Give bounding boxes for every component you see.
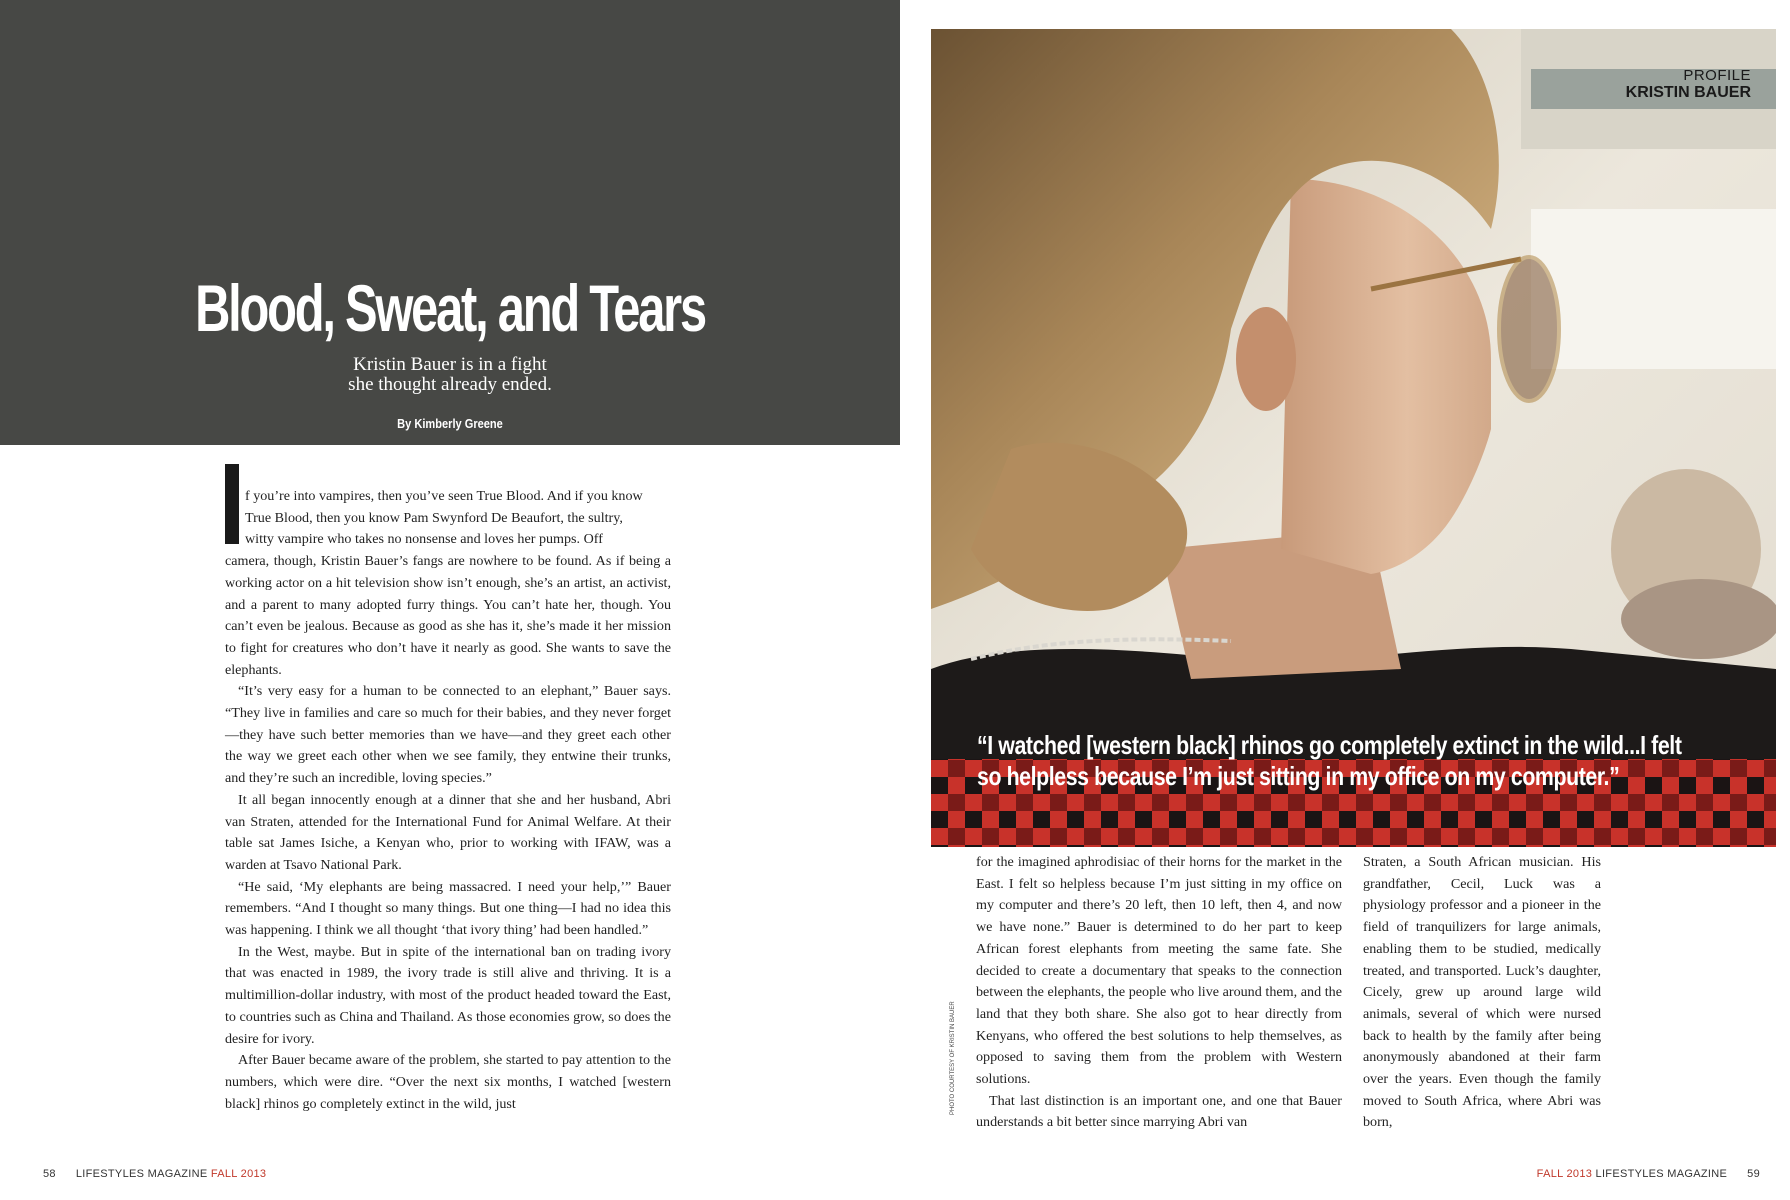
headline: Blood, Sweat, and Tears — [195, 271, 705, 345]
byline: By Kimberly Greene — [397, 416, 503, 431]
deck — [0, 355, 900, 395]
page-number: 59 — [1747, 1168, 1760, 1180]
deck-line-2: she thought already ended. — [348, 374, 552, 395]
section-label — [1626, 67, 1751, 101]
section-kicker: PROFILE — [1683, 67, 1751, 84]
footer-right — [1537, 1168, 1760, 1180]
paragraph: That last distinction is an important one, and one that Bauer understands a bit better since marrying Abri van — [976, 1092, 1342, 1131]
photo-credit: PHOTO COURTESY OF KRISTIN BAUER — [950, 1001, 956, 1115]
lead-line-1: f you’re into vampires, then you’ve seen True Blood. And if you know — [245, 488, 643, 504]
section-name: KRISTIN BAUER — [1625, 84, 1751, 101]
paragraph: In the West, maybe. But in spite of the international ban on trading ivory that was enacted in 1989, the ivory trade is still alive and thriving. It is a multimillion-dollar industry, with most of the product headed toward the East, to countries such as China and Thailand. As those economies grow, so does the desire for ivory. — [225, 943, 671, 1047]
title-block — [0, 0, 900, 445]
article-column-left — [225, 486, 671, 1115]
paragraph — [225, 486, 671, 681]
magazine-name: LIFESTYLES MAGAZINE — [1595, 1168, 1728, 1180]
lead-line-3: witty vampire who takes no nonsense and loves her pumps. Off — [245, 531, 603, 548]
footer-left — [43, 1168, 266, 1180]
portrait-photo — [931, 29, 1776, 847]
pull-quote-line-1: “I watched [western black] rhinos go completely extinct in the wild...I felt — [977, 730, 1682, 760]
paragraph: Straten, a South African musician. His grandfather, Cecil, Luck was a physiology professor and a pioneer in the field of tranquilizers for large animals, enabling them to be studied, medically treated, and transported. Luck’s daughter, Cicely, grew up around large wild animals, several of which were nursed back to health by the family after being anonymously abandoned at their farm over the years. Even though the family moved to South Africa, where Abri was born, — [1363, 854, 1601, 1131]
paragraph: “It’s very easy for a human to be connected to an elephant,” Bauer says. “They live in families and care so much for their babies, and they never forget—they have such better memories than we have—and they greet each other the way we greet each other when we see family, they entwine their trunks, and they’re such an incredible, loving species.” — [225, 683, 671, 787]
page-number: 58 — [43, 1168, 56, 1180]
paragraph-text: camera, though, Kristin Bauer’s fangs are nowhere to be found. As if being a working actor on a hit television show isn’t enough, she’s an artist, an activist, and a parent to many adopted furry things. You can’t hate her, though. You can’t even be jealous. Because as good as she has it, she’s made it her mission to fight for creatures who don’t have it nearly as good. She wants to save the elephants. — [225, 553, 671, 678]
issue-season: FALL 2013 — [1536, 1168, 1593, 1180]
pull-quote — [977, 730, 1682, 792]
paragraph: for the imagined aphrodisiac of their horns for the market in the East. I felt so helpless because I’m just sitting in my office on my computer and there’s 20 left, then 10 left, then 4, and now we have none.” Bauer is determined to do her part to keep African forest elephants from meeting the same fate. She decided to create a documentary that speaks to the connection between the elephants, the people who live around them, and the land that they both share. She also got to hear directly from Kenyans, who offered the best solutions to help themselves, as opposed to saving them from the problem with Western solutions. — [976, 854, 1342, 1088]
paragraph: It all began innocently enough at a dinner that she and her husband, Abri van Straten, attended for the International Fund for Animal Welfare. At their table sat James Isiche, a Kenyan who, prior to working with IFAW, was a warden at Tsavo National Park. — [225, 791, 671, 873]
pull-quote-line-2: so helpless because I’m just sitting in my office on my computer.” — [977, 761, 1620, 791]
article-column-right-a — [976, 852, 1342, 1134]
lead-line-2: True Blood, then you know Pam Swynford De Beaufort, the sultry, — [245, 509, 623, 526]
article-column-right-b — [1363, 852, 1601, 1134]
deck-line-1: Kristin Bauer is in a fight — [353, 354, 547, 375]
paragraph: “He said, ‘My elephants are being massacred. I need your help,’” Bauer remembers. “And I thought so many things. But one thing—I had no idea this was happening. I think we all thought ‘that ivory thing’ had been handled.” — [225, 878, 671, 939]
paragraph: After Bauer became aware of the problem, she started to pay attention to the numbers, which were dire. “Over the next six months, I watched [western black] rhinos go completely extinct in the wild, just — [225, 1052, 671, 1112]
portrait-illustration — [931, 29, 1776, 847]
issue-season: FALL 2013 — [210, 1168, 267, 1180]
magazine-name: LIFESTYLES MAGAZINE — [75, 1168, 208, 1180]
